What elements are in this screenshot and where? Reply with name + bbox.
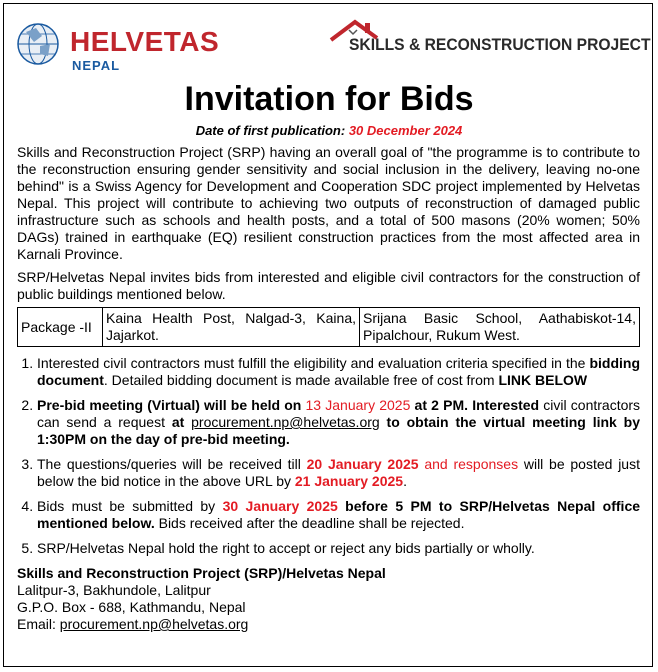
package-table (17, 307, 640, 347)
list-item (37, 397, 640, 448)
publication-date (4, 123, 654, 138)
item3-date2: 21 January 2025 (294, 473, 404, 489)
item1-text-c: . Detailed bidding document is made available free of cost from (103, 372, 499, 388)
item2-text-c: civil contractors can send a request (37, 397, 641, 430)
header (4, 4, 654, 79)
pubdate-value: 30 December 2024 (348, 123, 463, 138)
srp-logo (329, 18, 651, 58)
contact-org: Skills and Reconstruction Project (SRP)/Helvetas Nepal (17, 565, 386, 581)
table-row (18, 308, 640, 347)
package-site-a: Kaina Health Post, Nalgad-3, Kaina, Jajarkot. (103, 308, 360, 347)
item2-text-a: Pre-bid meeting (Virtual) will be held on (37, 397, 306, 413)
item4-date: 30 January 2025 (222, 498, 338, 514)
helvetas-logo (12, 12, 222, 74)
helvetas-name: HELVETAS (70, 26, 220, 57)
item1-bidding-document: bidding document (37, 355, 640, 388)
item5-text: SRP/Helvetas Nepal hold the right to accept or reject any bids partially or wholly. (37, 540, 535, 556)
list-item (37, 540, 640, 557)
item4-text-a: Bids must be submitted by (37, 498, 223, 514)
contact-address-2: G.P.O. Box - 688, Kathmandu, Nepal (17, 599, 246, 615)
notice-body (17, 144, 640, 633)
list-item (37, 355, 640, 389)
item3-text-a: The questions/queries will be received till (37, 456, 307, 472)
item2-email-link[interactable]: procurement.np@helvetas.org (191, 414, 380, 430)
globe-icon (16, 18, 60, 70)
item4-text-b: before 5 PM to SRP/Helvetas Nepal office mentioned below. (37, 498, 641, 531)
package-site-b: Srijana Basic School, Aathabiskot-14, Pipalchour, Rukum West. (360, 308, 640, 347)
contact-address-1: Lalitpur-3, Bakhundole, Lalitpur (17, 582, 211, 598)
contact-email-link[interactable]: procurement.np@helvetas.org (59, 616, 249, 632)
item3-text-c: will be posted just below the bid notice in the above URL by (37, 456, 640, 489)
conditions-list (17, 355, 640, 557)
srp-name: SKILLS & RECONSTRUCTION PROJECT (349, 35, 651, 54)
item2-date: 13 January 2025 (305, 397, 411, 413)
item2-text-e: to obtain the virtual meeting link by 1:30PM on the day of pre-bid meeting. (37, 414, 640, 447)
item1-link-below: LINK BELOW (498, 372, 588, 388)
item4-text-c: Bids received after the deadline shall be rejected. (154, 515, 465, 531)
notice-frame (3, 3, 653, 667)
pubdate-label: Date of first publication: (195, 123, 349, 138)
intro-paragraph: Skills and Reconstruction Project (SRP) having an overall goal of "the programme is to contribute to the reconstruction ensuring gender sensitivity and social inclusion in the delivery, leaving no-one behind" is a Swiss Agency for Development and Cooperation SDC project implemented by Helvetas Nepal. This project will contribute to achieving two outputs of reconstruction of damaged public infrastructure such as schools and health posts, and a total of 500 masons (20% women; 50% DAGs) trained in earthquake (EQ) resilient construction practices from the most affected area in Karnali Province. (17, 144, 640, 262)
contact-block (17, 565, 640, 633)
item2-text-d: at (171, 414, 192, 430)
invite-paragraph: SRP/Helvetas Nepal invites bids from interested and eligible civil contractors for the construction of public buildings mentioned below. (17, 269, 640, 302)
page-title: Invitation for Bids (184, 80, 474, 118)
contact-email-label: Email: (17, 616, 60, 632)
package-label: Package -II (18, 308, 103, 347)
item3-text-d: . (403, 473, 407, 489)
item3-date1: 20 January 2025 (306, 456, 419, 472)
contact-email-line (17, 616, 640, 633)
helvetas-sub: NEPAL (72, 58, 121, 73)
item3-text-b: and responses (418, 456, 519, 472)
list-item (37, 498, 640, 532)
item2-text-b: at 2 PM. Interested (410, 397, 540, 413)
item1-text-a: Interested civil contractors must fulfill the eligibility and evaluation criteria specified in the (37, 355, 590, 371)
list-item (37, 456, 640, 490)
